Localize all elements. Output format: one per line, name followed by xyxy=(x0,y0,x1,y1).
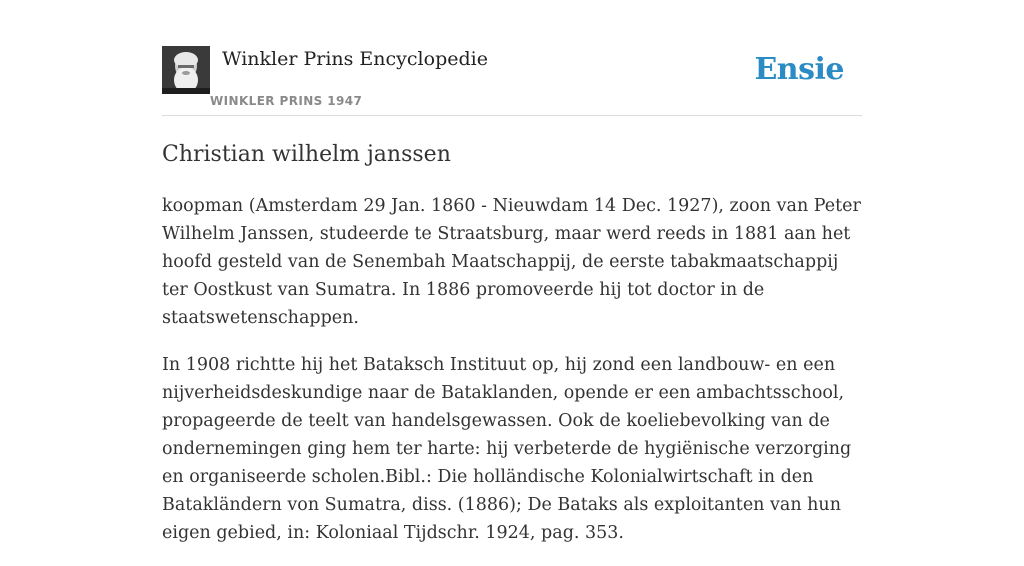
ensie-logo[interactable]: Ensie xyxy=(754,52,844,87)
source-subtitle: WINKLER PRINS 1947 xyxy=(210,94,363,108)
article-paragraph: koopman (Amsterdam 29 Jan. 1860 - Nieuwdam 14 Dec. 1927), zoon van Peter Wilhelm Janssen, studeerde te Straatsburg, maar werd reeds in 1881 aan het hoofd gesteld van de Senembah Maatschappij, de eerste tabakmaatschappij ter Oostkust van Sumatra. In 1886 promoveerde hij tot doctor in de staatswetenschappen. xyxy=(162,196,861,328)
article-title: Christian wilhelm janssen xyxy=(162,142,451,167)
source-header xyxy=(162,46,862,116)
source-title[interactable]: Winkler Prins Encyclopedie xyxy=(222,48,488,70)
article-paragraph: In 1908 richtte hij het Bataksch Instituut op, hij zond een landbouw- en een nijverheidsdeskundige naar de Bataklanden, opende er een ambachtsschool, propageerde de teelt van handelsgewassen. Ook de koeliebevolking van de ondernemingen ging hem ter harte: hij verbeterde de hygiënische verzorging en organiseerde scholen.Bibl.: Die holländische Kolonialwirtschaft in den Batakländern von Sumatra, diss. (1886); De Bataks als exploitanten van hun eigen gebied, in: Koloniaal Tijdschr. 1924, pag. 353. xyxy=(162,355,852,543)
article-body xyxy=(162,192,862,566)
author-portrait-icon[interactable] xyxy=(162,46,210,94)
